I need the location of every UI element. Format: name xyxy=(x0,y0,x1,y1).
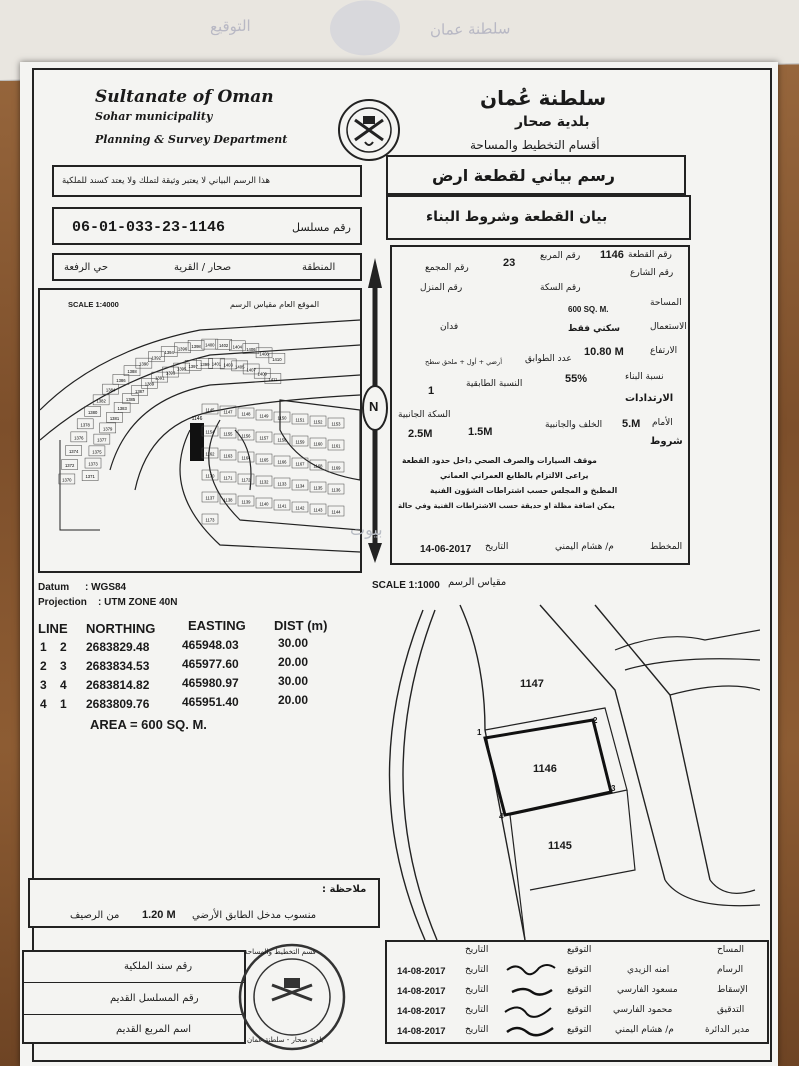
lot-label: 1165 xyxy=(259,457,269,463)
lot-label: 1401 xyxy=(211,361,222,367)
lot-label: 1152 xyxy=(313,419,323,425)
rear-value: 1.5M xyxy=(468,426,493,438)
lot-label: 1166 xyxy=(277,459,287,465)
sig-sign-label: التوقيع xyxy=(567,1005,592,1015)
serial-value: 06-01-033-23-1146 xyxy=(72,219,226,236)
sig-role: التدقيق xyxy=(717,1005,745,1015)
area-value: 600 SQ. M. xyxy=(568,305,609,314)
row-northing: 2683814.82 xyxy=(86,678,150,692)
plot-1146-label: 1146 xyxy=(533,763,557,775)
use-label: الاستعمال xyxy=(650,322,687,332)
lot-label: 1164 xyxy=(241,455,251,461)
plot-details-panel xyxy=(390,245,690,565)
subtitle-box xyxy=(386,195,691,240)
row-to: 4 xyxy=(60,678,67,692)
lot-label: 1376 xyxy=(74,435,84,441)
plot-1145-label: 1145 xyxy=(548,840,572,852)
official-stamp xyxy=(232,940,352,1055)
lot-label: 1168 xyxy=(313,463,323,469)
lot-label: 1399 xyxy=(200,362,210,368)
serial-label: رقم مسلسل xyxy=(292,221,351,234)
plot-1147-label: 1147 xyxy=(520,678,544,690)
municipality-ar: بلدية صحار xyxy=(515,114,590,130)
lot-label: 1402 xyxy=(218,342,229,348)
lot-label: 1383 xyxy=(117,406,127,412)
notes-label: ملاحظة : xyxy=(322,884,367,895)
conditions-label: شروط xyxy=(650,436,683,447)
country-ar: سلطنة عُمان xyxy=(480,86,607,110)
region-label: المنطقة xyxy=(302,262,336,273)
highlight-plot-label: 1146 xyxy=(191,416,203,422)
col-line: LINE xyxy=(38,621,68,636)
warning-text: هذا الرسم البياني لا يعتبر وثيقة لتملك ولا يعتد كسند للملكية xyxy=(62,176,270,186)
sig-name: م/ هشام اليمني xyxy=(615,1025,674,1035)
location-map-drawing xyxy=(40,290,362,573)
lot-label: 1151 xyxy=(295,417,305,423)
table-row xyxy=(38,693,358,715)
square-label: رقم المربع xyxy=(540,251,581,261)
use-value: سكني فقط xyxy=(568,324,621,334)
location-box xyxy=(52,253,362,281)
lot-label: 1404 xyxy=(232,344,242,350)
map-title: الموقع العام مقياس الرسم xyxy=(230,300,320,309)
lot-label: 1157 xyxy=(259,435,269,441)
lot-label: 1161 xyxy=(331,443,341,449)
row-from: 4 xyxy=(40,697,47,711)
row-to: 1 xyxy=(60,697,67,711)
old-serial-label: رقم المسلسل القديم xyxy=(110,993,199,1004)
row-from: 3 xyxy=(40,678,47,692)
condition-3: المطبخ و المجلس حسب اشتراطات الشؤون الفنية xyxy=(430,486,618,495)
map-scale: SCALE 1:4000 xyxy=(68,300,119,309)
lot-label: 1391 xyxy=(155,375,165,381)
lot-label: 1406 xyxy=(246,347,256,353)
sig-date-label: التاريخ xyxy=(465,1005,489,1015)
lot-label: 1155 xyxy=(223,431,233,437)
lot-label: 1142 xyxy=(295,505,305,511)
table-row xyxy=(38,655,358,677)
region-value: صحار / القرية xyxy=(174,262,232,273)
lot-label: 1169 xyxy=(331,465,341,471)
notes-box xyxy=(28,878,380,928)
floors-label: عدد الطوابق xyxy=(525,354,572,364)
detail-map-drawing xyxy=(365,600,760,940)
area-label: المساحة xyxy=(650,298,682,308)
lot-label: 1397 xyxy=(188,363,198,369)
corner-2-label: 2 xyxy=(593,716,598,725)
lot-label: 1154 xyxy=(205,429,215,435)
oman-emblem-icon xyxy=(337,98,401,162)
lot-label: 1405 xyxy=(235,364,245,370)
plot-label: رقم القطعة xyxy=(628,250,672,260)
ownership-box xyxy=(22,950,246,1044)
lot-label: 1132 xyxy=(259,479,269,485)
floor-ratio-value: 1 xyxy=(428,385,435,397)
lot-label: 1377 xyxy=(97,437,107,443)
lot-label: 1384 xyxy=(105,387,116,393)
row-dist: 20.00 xyxy=(278,693,309,707)
lot-label: 1147 xyxy=(223,409,233,415)
col-easting: EASTING xyxy=(188,618,246,633)
lot-label: 1167 xyxy=(295,461,305,467)
lot-label: 1149 xyxy=(259,413,269,419)
lot-label: 1162 xyxy=(205,451,215,457)
lot-label: 1141 xyxy=(277,503,287,509)
corner-4-label: 4 xyxy=(499,812,504,821)
department-en: Planning & Survey Department xyxy=(95,133,288,146)
location-map xyxy=(38,288,362,573)
lot-label: 1403 xyxy=(223,362,233,368)
lot-label: 1381 xyxy=(109,415,120,421)
street-label: رقم الشارع xyxy=(630,268,674,278)
row-from: 1 xyxy=(40,640,47,654)
lot-label: 1410 xyxy=(272,356,282,362)
lot-label: 1139 xyxy=(241,499,251,505)
projection-label: Projection xyxy=(38,597,87,608)
setbacks-label: الارتدادات xyxy=(625,393,674,404)
lot-label: 1390 xyxy=(139,361,149,367)
signature-row xyxy=(387,1024,767,1042)
area-total: AREA = 600 SQ. M. xyxy=(90,717,207,732)
row-dist: 30.00 xyxy=(278,674,309,688)
lot-label: 1382 xyxy=(96,398,106,404)
rear-label: الخلف والجانبية xyxy=(545,420,603,430)
stamp-text-top: قسم التخطيط والمساحة xyxy=(244,948,316,956)
alley-label: رقم السكة xyxy=(540,283,581,293)
lot-label: 1172 xyxy=(241,477,251,483)
floor-ratio-label: النسبة الطابقية xyxy=(466,379,523,389)
floors-value: أرضي + أول + ملحق سطح xyxy=(425,358,502,366)
lot-label: 1396 xyxy=(177,346,188,352)
municipality-en: Sohar municipality xyxy=(95,110,213,123)
lot-label: 1138 xyxy=(223,497,233,503)
old-square-label: اسم المربع القديم xyxy=(116,1024,191,1035)
lot-label: 1386 xyxy=(116,377,126,383)
condition-1: موقف السيارات والصرف الصحي داخل حدود القطعة xyxy=(402,456,597,465)
lot-label: 1170 xyxy=(205,473,215,479)
scale-detail-ar: مقياس الرسم xyxy=(448,577,507,588)
lot-label: 1400 xyxy=(205,342,215,348)
lot-label: 1385 xyxy=(125,397,136,403)
row-from: 2 xyxy=(40,659,47,673)
lot-label: 1379 xyxy=(103,426,113,432)
sig-sign-label: التوقيع xyxy=(567,1025,592,1035)
row-dist: 30.00 xyxy=(278,636,309,650)
lot-label: 1160 xyxy=(313,441,323,447)
lot-label: 1148 xyxy=(241,411,251,417)
signatures-box xyxy=(385,940,769,1044)
row-northing: 2683829.48 xyxy=(86,640,150,654)
lot-label: 1173 xyxy=(205,517,215,523)
sig-date-label: التاريخ xyxy=(465,965,489,975)
front-label: الأمام xyxy=(652,418,673,428)
lot-label: 1136 xyxy=(331,487,341,493)
row-to: 2 xyxy=(60,640,67,654)
department-ar: أقسام التخطيط والمساحة xyxy=(470,138,600,152)
scale-detail: SCALE 1:1000 xyxy=(372,580,440,591)
lot-label: 1373 xyxy=(88,461,98,467)
lot-label: 1378 xyxy=(80,422,90,428)
lot-label: 1387 xyxy=(134,388,145,394)
planner-date-label: التاريخ xyxy=(485,542,509,552)
planner-date: 14-06-2017 xyxy=(420,544,472,555)
sig-date-label: التاريخ xyxy=(465,1025,489,1035)
lot-label: 1371 xyxy=(85,474,95,480)
lot-label: 1372 xyxy=(64,463,75,469)
lot-label: 1156 xyxy=(241,433,251,439)
sig-sign-label: التوقيع xyxy=(567,945,592,955)
height-value: 10.80 M xyxy=(584,346,624,358)
lot-label: 1408 xyxy=(259,351,269,357)
plot-value: 1146 xyxy=(600,249,624,261)
corner-3-label: 3 xyxy=(611,784,616,793)
condition-4: يمكن اضافة مظلة او حديقة حسب الاشتراطات الفنية وفي حالة xyxy=(398,502,615,510)
lot-label: 1144 xyxy=(331,509,341,515)
sig-sign-label: التوقيع xyxy=(567,985,592,995)
title-text: رسم بياني لقطعة ارض xyxy=(432,166,616,185)
lot-label: 1145 xyxy=(205,407,215,413)
lot-label: 1411 xyxy=(268,377,278,383)
corner-1-label: 1 xyxy=(477,728,482,737)
lot-label: 1150 xyxy=(277,415,287,421)
lot-label: 1135 xyxy=(313,485,323,491)
watermark: بيوت xyxy=(350,520,383,539)
coords-table xyxy=(38,615,358,735)
planner-label: المخطط xyxy=(650,542,683,552)
lot-label: 1380 xyxy=(87,409,98,415)
sig-role: الرسام xyxy=(717,965,744,975)
lot-label: 1158 xyxy=(277,437,287,443)
col-dist: DIST (m) xyxy=(274,618,328,633)
sig-name: مسعود الفارسي xyxy=(617,985,678,995)
north-label: N xyxy=(369,399,379,414)
lot-label: 1388 xyxy=(127,369,137,375)
row-northing: 2683834.53 xyxy=(86,659,150,673)
sig-date: 14-08-2017 xyxy=(397,1006,446,1017)
row-dist: 20.00 xyxy=(278,655,309,669)
sig-name: محمود الفارسي xyxy=(613,1005,673,1015)
signature-row xyxy=(387,1004,767,1022)
lot-label: 1159 xyxy=(295,439,305,445)
lot-label: 1375 xyxy=(92,449,102,455)
complex-label: رقم المجمع xyxy=(425,263,469,273)
projection-value: : UTM ZONE 40N xyxy=(98,597,178,608)
coverage-value: 55% xyxy=(565,373,588,385)
lot-label: 1370 xyxy=(62,477,72,483)
lot-label: 1143 xyxy=(313,507,323,513)
lot-label: 1163 xyxy=(223,453,233,459)
lot-label: 1398 xyxy=(191,343,201,349)
signature-row xyxy=(387,984,767,1002)
condition-2: يراعى الالتزام بالطابع العمراني العماني xyxy=(440,471,589,480)
feddan-label: فدان xyxy=(440,322,459,332)
lot-label: 1137 xyxy=(205,495,215,501)
sig-sign-label: التوقيع xyxy=(567,965,592,975)
lot-label: 1395 xyxy=(177,366,187,372)
sig-role: الإسقاط xyxy=(717,985,748,995)
back-page-text-2: ﺳﻠﻄﻨﺔ ﻋﻤﺎﻥ xyxy=(430,19,511,39)
lot-label: 1140 xyxy=(259,501,269,507)
serial-box xyxy=(52,207,362,245)
signature-row xyxy=(387,964,767,982)
table-row xyxy=(38,636,358,658)
row-northing: 2683809.76 xyxy=(86,697,150,711)
stamp-text-bottom: بلدية صحار - سلطنة عمان xyxy=(247,1036,324,1044)
lot-label: 1407 xyxy=(246,367,256,373)
back-page-text: ﺍﻟﺘﻮﻗﻴﻊ xyxy=(210,16,251,36)
row-easting: 465977.60 xyxy=(182,657,239,671)
country-en: Sultanate of Oman xyxy=(95,87,274,107)
table-row xyxy=(38,674,358,696)
row-easting: 465951.40 xyxy=(182,695,239,709)
coverage-label: نسبة البناء xyxy=(625,372,664,382)
sig-date: 14-08-2017 xyxy=(397,966,446,977)
planner-name: م/ هشام اليمني xyxy=(555,542,614,552)
sig-name: امنه الزيدي xyxy=(627,965,670,975)
sig-date: 14-08-2017 xyxy=(397,1026,446,1037)
lot-label: 1409 xyxy=(257,371,267,377)
house-label: رقم المنزل xyxy=(420,283,463,293)
row-easting: 465980.97 xyxy=(182,676,239,690)
front-value: 5.M xyxy=(622,418,641,430)
back-page-seal xyxy=(330,0,400,56)
village-value: حي الرفعة xyxy=(64,262,109,273)
sig-date-label: التاريخ xyxy=(465,945,489,955)
square-value: 23 xyxy=(503,257,516,269)
deed-label: رقم سند الملكية xyxy=(124,961,193,972)
warning-box xyxy=(52,165,362,197)
sig-date: 14-08-2017 xyxy=(397,986,446,997)
signature-row xyxy=(387,944,767,962)
detail-map xyxy=(365,600,760,940)
row-to: 3 xyxy=(60,659,67,673)
lot-label: 1394 xyxy=(164,350,174,356)
lot-label: 1393 xyxy=(165,370,176,376)
sig-role: المساح xyxy=(717,945,745,955)
lot-label: 1134 xyxy=(295,483,305,489)
col-northing: NORTHING xyxy=(86,621,156,636)
datum-label: Datum xyxy=(38,582,70,593)
sig-date-label: التاريخ xyxy=(465,985,489,995)
lot-label: 1153 xyxy=(331,421,341,427)
notes-value: 1.20 M xyxy=(142,909,176,921)
lot-label: 1392 xyxy=(151,355,161,361)
lot-label: 1171 xyxy=(223,475,233,481)
notes-text-2: من الرصيف xyxy=(70,910,120,921)
title-box xyxy=(386,155,686,195)
datum-value: : WGS84 xyxy=(85,582,127,593)
sig-role: مدير الدائرة xyxy=(705,1025,750,1035)
height-label: الارتفاع xyxy=(650,346,678,356)
lot-label: 1133 xyxy=(277,481,287,487)
subtitle-text: بيان القطعة وشروط البناء xyxy=(426,209,608,225)
notes-text: منسوب مدخل الطابق الأرضي xyxy=(192,910,317,921)
row-easting: 465948.03 xyxy=(182,638,239,652)
lot-label: 1389 xyxy=(144,381,155,387)
side-lane-value: 2.5M xyxy=(408,428,433,440)
side-lane-label: السكة الجانبية xyxy=(398,410,451,420)
lot-label: 1374 xyxy=(68,448,79,454)
